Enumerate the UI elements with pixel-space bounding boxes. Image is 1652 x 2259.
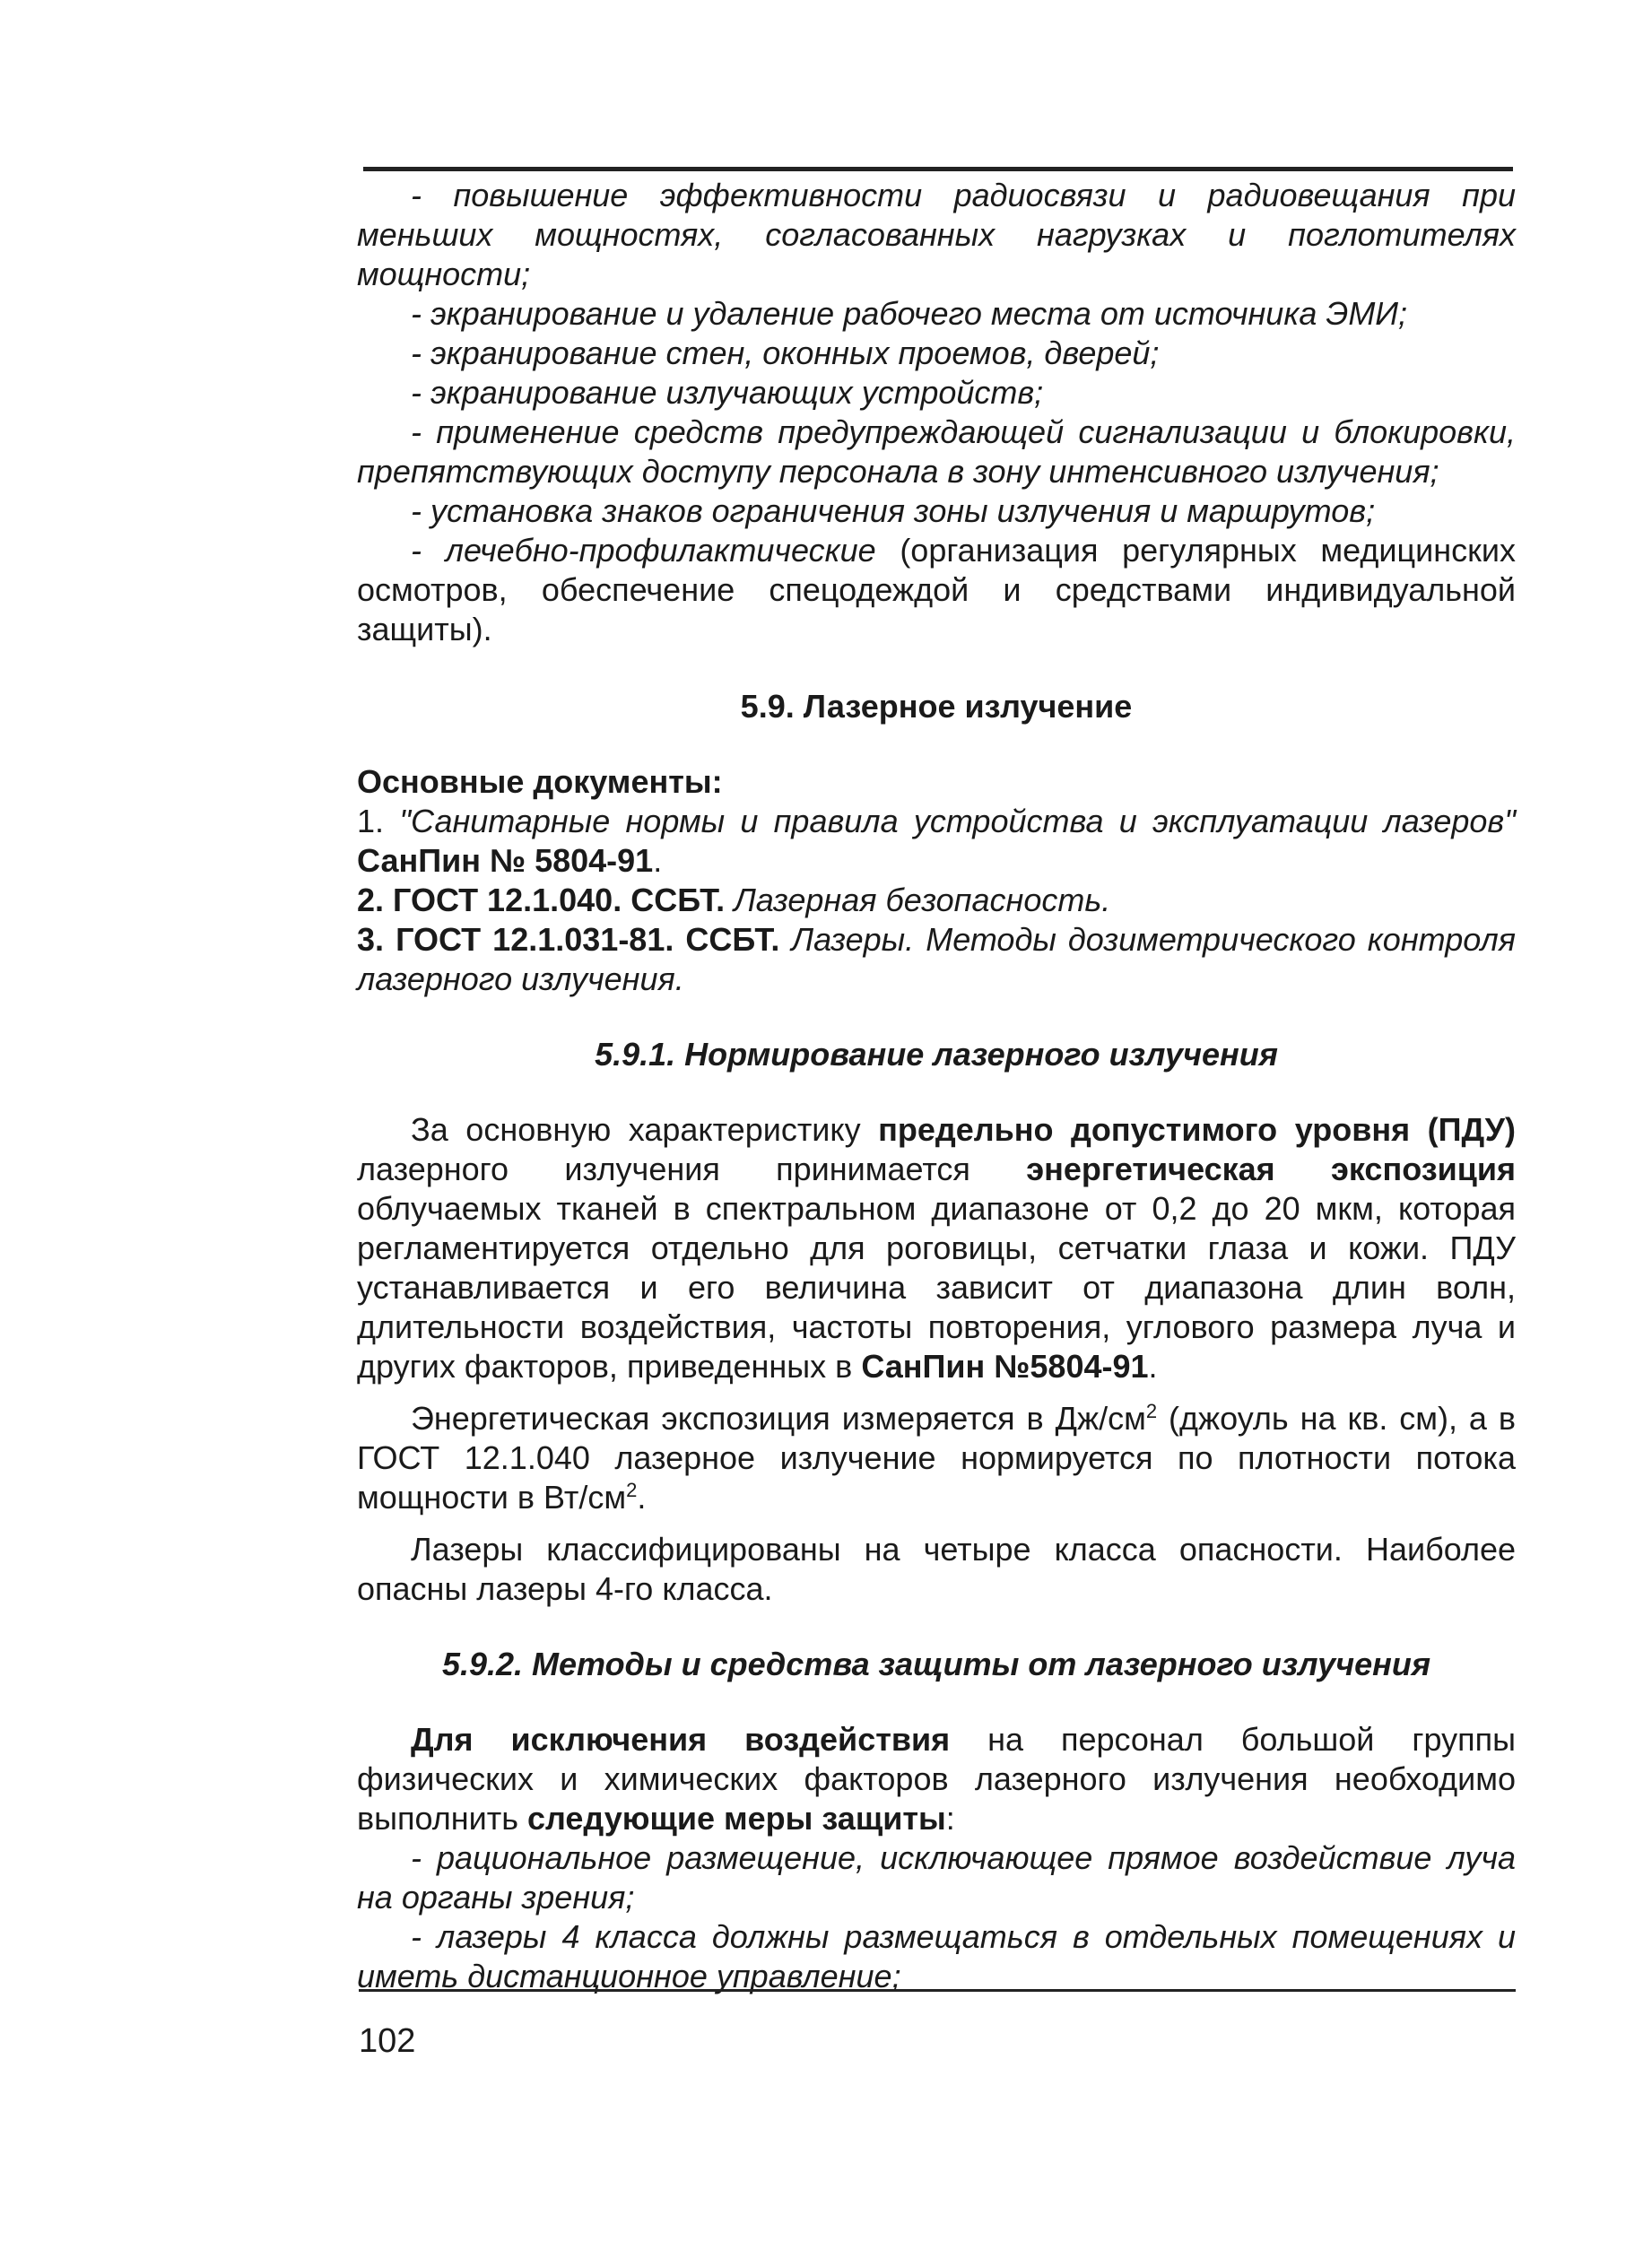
- bottom-rule: [359, 1989, 1516, 1992]
- paragraph: Лазеры классифицированы на четыре класса опасности. Наиболее опасны лазеры 4-го класса.: [357, 1531, 1516, 1607]
- section-heading: 5.9. Лазерное излучение: [740, 688, 1133, 725]
- list-item: - экранирование стен, оконных проемов, дверей;: [411, 335, 1160, 371]
- text-span: лазерного излучения принимается: [357, 1151, 1027, 1187]
- bold-term: Для исключения воздействия: [411, 1721, 951, 1758]
- doc-code: 2. ГОСТ 12.1.040. ССБТ.: [357, 882, 726, 918]
- top-rule: [363, 167, 1513, 171]
- text-span: (джоуль на кв. см), а в ГОСТ 12.1.040 лазерное излучение нормируется по плотности потока мощности в Вт/см: [357, 1400, 1517, 1516]
- text-span: :: [945, 1800, 955, 1837]
- document-ref: [357, 920, 1516, 999]
- paragraph: [357, 1720, 1516, 1838]
- bold-term: следующие меры защиты: [526, 1800, 946, 1837]
- list-item: - повышение эффективности радиосвязи и радиовещания при меньших мощностях, согласованных нагрузках и поглотителях мощности;: [357, 177, 1516, 292]
- superscript: 2: [626, 1479, 638, 1501]
- doc-code: 3. ГОСТ 12.1.031-81. ССБТ.: [357, 921, 780, 958]
- documents-heading: Основные документы:: [357, 763, 723, 800]
- subsection-heading: 5.9.1. Нормирование лазерного излучения: [595, 1036, 1278, 1073]
- doc-title: "Санитарные нормы и правила устройства и эксплуатации лазеров": [399, 803, 1516, 839]
- doc-title: Лазеры. Методы дозиметрического контроля лазерного излучения.: [357, 921, 1516, 997]
- bold-term: энергетическая экспозиция: [1026, 1151, 1516, 1187]
- text-span: За основную характеристику: [411, 1111, 879, 1148]
- document-ref: [357, 802, 1516, 881]
- list-item: - применение средств предупреждающей сигнализации и блокировки, препятствующих доступу персонала в зону интенсивного излучения;: [357, 413, 1516, 490]
- doc-end: .: [653, 842, 663, 879]
- paragraph: [357, 1399, 1516, 1517]
- superscript: 2: [1145, 1400, 1158, 1422]
- doc-number: 1.: [357, 803, 400, 839]
- list-item: - лазеры 4 класса должны размещаться в отдельных помещениях и иметь дистанционное управление;: [357, 1918, 1516, 1994]
- text-span: .: [1148, 1348, 1158, 1385]
- list-item: - установка знаков ограничения зоны излучения и маршрутов;: [411, 492, 1376, 529]
- list-item-text: (организация регулярных медицинских осмотров, обеспечение спецодеждой и средствами индивидуальной защиты).: [357, 532, 1516, 647]
- text-span: на персонал большой группы физических и химических факторов лазерного излучения необходимо выполнить: [357, 1721, 1516, 1837]
- page-number: 102: [359, 2022, 416, 2060]
- page-content: [357, 176, 1516, 1996]
- list-item: [357, 531, 1516, 649]
- paragraph: [357, 1110, 1516, 1386]
- list-item: - экранирование и удаление рабочего места от источника ЭМИ;: [411, 295, 1408, 332]
- list-item: - экранирование излучающих устройств;: [411, 374, 1044, 411]
- list-item-lead: - лечебно-профилактические: [411, 532, 876, 569]
- doc-title: Лазерная безопасность.: [725, 882, 1111, 918]
- bold-term: предельно допустимого уровня (ПДУ): [878, 1111, 1516, 1148]
- text-span: Энергетическая экспозиция измеряется в Дж/см: [411, 1400, 1146, 1437]
- document-ref: [357, 881, 1516, 920]
- doc-code: СанПин № 5804-91: [357, 842, 654, 879]
- subsection-heading: 5.9.2. Методы и средства защиты от лазерного излучения: [441, 1646, 1431, 1682]
- list-item: - рациональное размещение, исключающее прямое воздействие луча на органы зрения;: [357, 1839, 1516, 1916]
- text-span: облучаемых тканей в спектральном диапазоне от 0,2 до 20 мкм, которая регламентируется отдельно для роговицы, сетчатки глаза и кожи. ПДУ устанавливается и его величина зависит от диапазона длин волн, длительности воздействия, частоты повторения, углового размера луча и других факторов, приведенных в: [357, 1190, 1516, 1385]
- bold-term: СанПин №5804-91: [861, 1348, 1149, 1385]
- text-span: .: [637, 1479, 647, 1516]
